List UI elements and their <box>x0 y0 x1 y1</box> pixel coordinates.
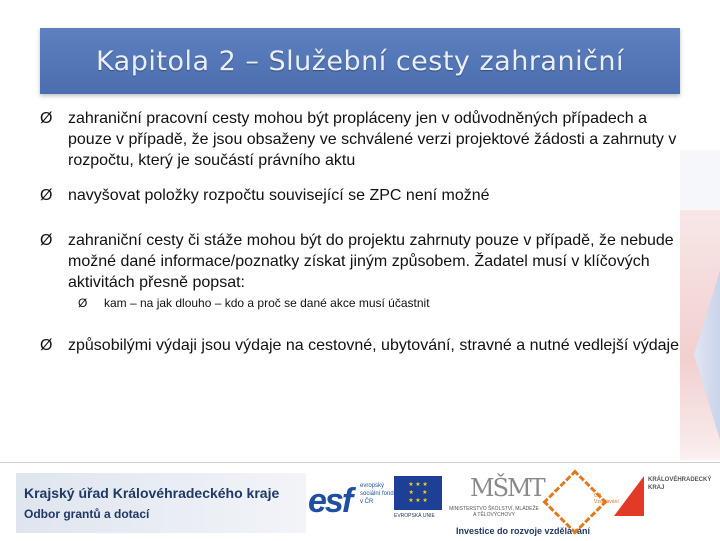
eu-flag-logo <box>394 476 444 522</box>
investment-tagline: Investice do rozvoje vzdělávání <box>456 526 591 536</box>
bullet-item <box>40 185 680 206</box>
kraj-caption: KRÁLOVÉHRADECKÝ KRAJ <box>648 477 712 491</box>
org-banner <box>16 473 306 533</box>
eu-caption: EVROPSKÁ UNIE <box>394 513 435 519</box>
bullet-item <box>40 230 680 293</box>
title-bar <box>40 28 680 94</box>
op-vzdelavani-logo <box>546 475 619 523</box>
msmt-caption: MINISTERSTVO ŠKOLSTVÍ, MLÁDEŽE A TĚLOVÝCHOVY <box>449 506 539 518</box>
bullet-item <box>40 335 680 356</box>
arrow-bullet-icon: Ø <box>40 232 53 249</box>
esf-logo <box>308 474 392 524</box>
arrow-bullet-icon: Ø <box>40 187 53 204</box>
arrow-bullet-icon: Ø <box>40 110 53 127</box>
bullet-item <box>40 108 680 171</box>
sub-bullet-item <box>40 295 680 311</box>
bullet-text: zahraniční cesty či stáže mohou být do projektu zahrnuty pouze v případě, že nebude možné dané informace/poznatky získat jiným způsobem. Žadatel musí v klíčových aktivitách přesně popsat: <box>68 232 674 291</box>
arrow-bullet-icon: Ø <box>40 337 53 354</box>
slide-content <box>40 108 680 356</box>
org-department: Odbor grantů a dotací <box>24 507 150 521</box>
op-caption: OP Vzdělávání <box>594 493 619 505</box>
flag-decoration <box>680 150 720 460</box>
kraj-logo <box>614 470 714 530</box>
bullet-text: navyšovat položky rozpočtu související se ZPC není možné <box>68 187 490 204</box>
bullet-text: způsobilými výdaji jsou výdaje na cestovné, ubytování, stravné a nutné vedlejší výdaje <box>68 337 680 354</box>
msmt-mark: MŠMT <box>470 474 544 502</box>
sub-bullet-text: kam – na jak dlouho – kdo a proč se dané akce musí účastnit <box>104 296 430 310</box>
bullet-text: zahraniční pracovní cesty mohou být propláceny jen v odůvodněných případech a pouze v případě, že jsou obsaženy ve schválené verzi projektové žádosti a zahrnuty v rozpočtu, který je součástí právního aktu <box>68 110 677 169</box>
org-name: Krajský úřad Královéhradeckého kraje <box>24 485 280 501</box>
esf-letters: esf <box>308 482 352 520</box>
esf-caption: evropský sociální fond v ČR <box>360 483 394 505</box>
eu-flag-icon: ★ ★ ★ ★ ★ ★ ★ ★ <box>394 476 442 510</box>
kraj-mark-icon <box>614 476 644 516</box>
arrow-bullet-icon: Ø <box>78 296 88 310</box>
slide-title: Kapitola 2 – Služební cesty zahraniční <box>95 45 625 77</box>
msmt-logo <box>448 474 544 520</box>
